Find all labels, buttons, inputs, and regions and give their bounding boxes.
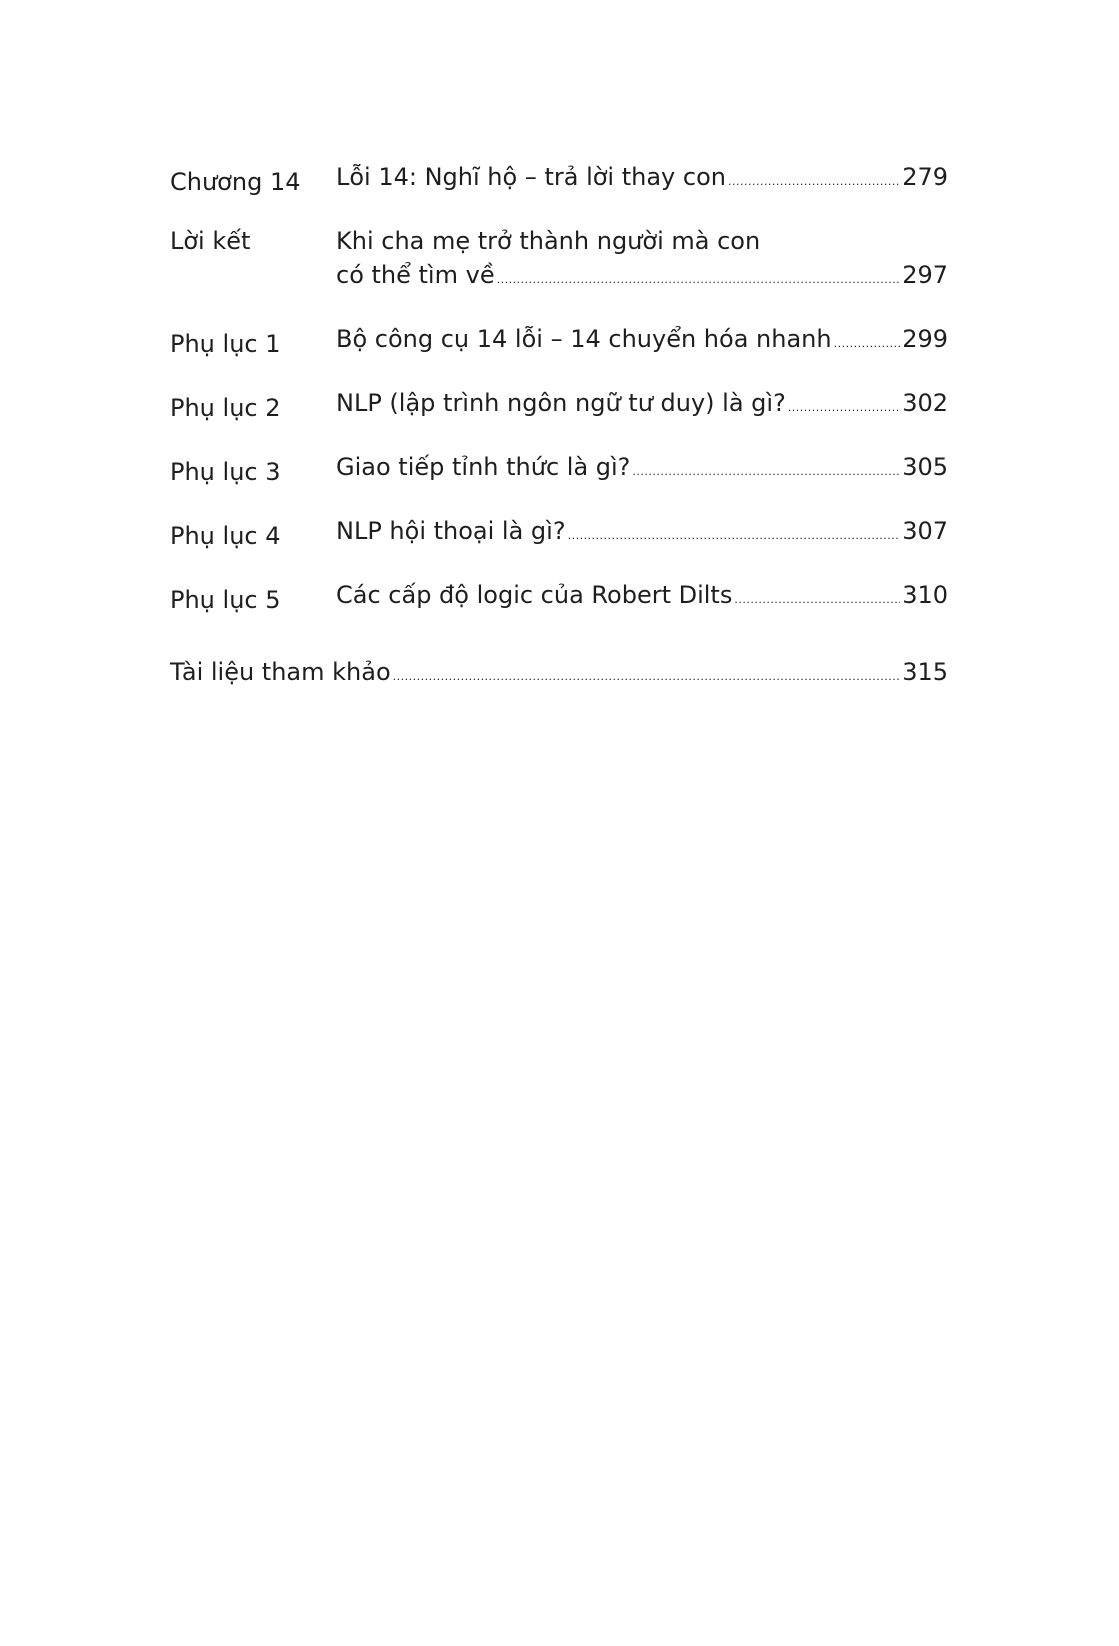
dot-leader bbox=[497, 263, 901, 297]
toc-entry-title: Tài liệu tham khảo bbox=[170, 658, 391, 686]
toc-entry-label: Phụ lục 5 bbox=[170, 586, 281, 614]
toc-entry-page-number: 297 bbox=[902, 261, 948, 289]
table-of-contents bbox=[170, 160, 948, 694]
toc-entry-label: Chương 14 bbox=[170, 168, 301, 196]
toc-entry-body bbox=[336, 578, 948, 617]
toc-entry-line bbox=[336, 258, 948, 297]
toc-entry-title: NLP (lập trình ngôn ngữ tư duy) là gì? bbox=[336, 389, 786, 417]
toc-entry-line bbox=[336, 386, 948, 425]
toc-entry-line bbox=[336, 160, 948, 199]
toc-entry-appendix-5 bbox=[170, 578, 948, 617]
toc-entry-title: Giao tiếp tỉnh thức là gì? bbox=[336, 453, 631, 481]
toc-entry-page-number: 302 bbox=[902, 389, 948, 417]
dot-leader bbox=[568, 519, 901, 553]
dot-leader bbox=[734, 583, 900, 617]
toc-entry-label: Phụ lục 1 bbox=[170, 330, 281, 358]
toc-entry-epilogue bbox=[170, 224, 948, 297]
toc-entry-page-number: 279 bbox=[902, 163, 948, 191]
toc-entry-appendix-3 bbox=[170, 450, 948, 489]
toc-entry-page-number: 299 bbox=[902, 325, 948, 353]
dot-leader bbox=[393, 660, 901, 694]
toc-entry-references bbox=[170, 655, 948, 694]
toc-entry-body bbox=[336, 386, 948, 425]
toc-entry-line bbox=[336, 450, 948, 489]
toc-entry-line bbox=[336, 514, 948, 553]
dot-leader bbox=[834, 327, 901, 361]
dot-leader bbox=[788, 391, 900, 425]
toc-entry-body bbox=[336, 322, 948, 361]
toc-entry-body bbox=[336, 450, 948, 489]
dot-leader bbox=[632, 455, 900, 489]
toc-entry-label: Phụ lục 3 bbox=[170, 458, 281, 486]
toc-entry-page-number: 315 bbox=[902, 658, 948, 686]
toc-entry-page-number: 305 bbox=[902, 453, 948, 481]
toc-entry-chapter-14 bbox=[170, 160, 948, 199]
toc-entry-label: Phụ lục 2 bbox=[170, 394, 281, 422]
toc-entry-title: NLP hội thoại là gì? bbox=[336, 517, 566, 545]
toc-entry-title: Lỗi 14: Nghĩ hộ – trả lời thay con bbox=[336, 163, 726, 191]
toc-entry-body bbox=[336, 224, 948, 297]
toc-entry-page-number: 310 bbox=[902, 581, 948, 609]
dot-leader bbox=[728, 165, 900, 199]
toc-entry-page-number: 307 bbox=[902, 517, 948, 545]
toc-entry-appendix-4 bbox=[170, 514, 948, 553]
toc-entry-appendix-2 bbox=[170, 386, 948, 425]
toc-entry-label: Phụ lục 4 bbox=[170, 522, 281, 550]
toc-entry-title: Bộ công cụ 14 lỗi – 14 chuyển hóa nhanh bbox=[336, 325, 832, 353]
toc-entry-label: Lời kết bbox=[170, 227, 251, 255]
toc-entry-body bbox=[336, 160, 948, 199]
toc-entry-line bbox=[336, 322, 948, 361]
toc-entry-line bbox=[336, 224, 948, 258]
toc-entry-title: Các cấp độ logic của Robert Dilts bbox=[336, 581, 733, 609]
toc-entry-title-line-2: có thể tìm về bbox=[336, 261, 495, 289]
toc-entry-appendix-1 bbox=[170, 322, 948, 361]
toc-entry-line bbox=[336, 578, 948, 617]
toc-entry-body bbox=[336, 514, 948, 553]
toc-entry-title-line-1: Khi cha mẹ trở thành người mà con bbox=[336, 227, 761, 255]
